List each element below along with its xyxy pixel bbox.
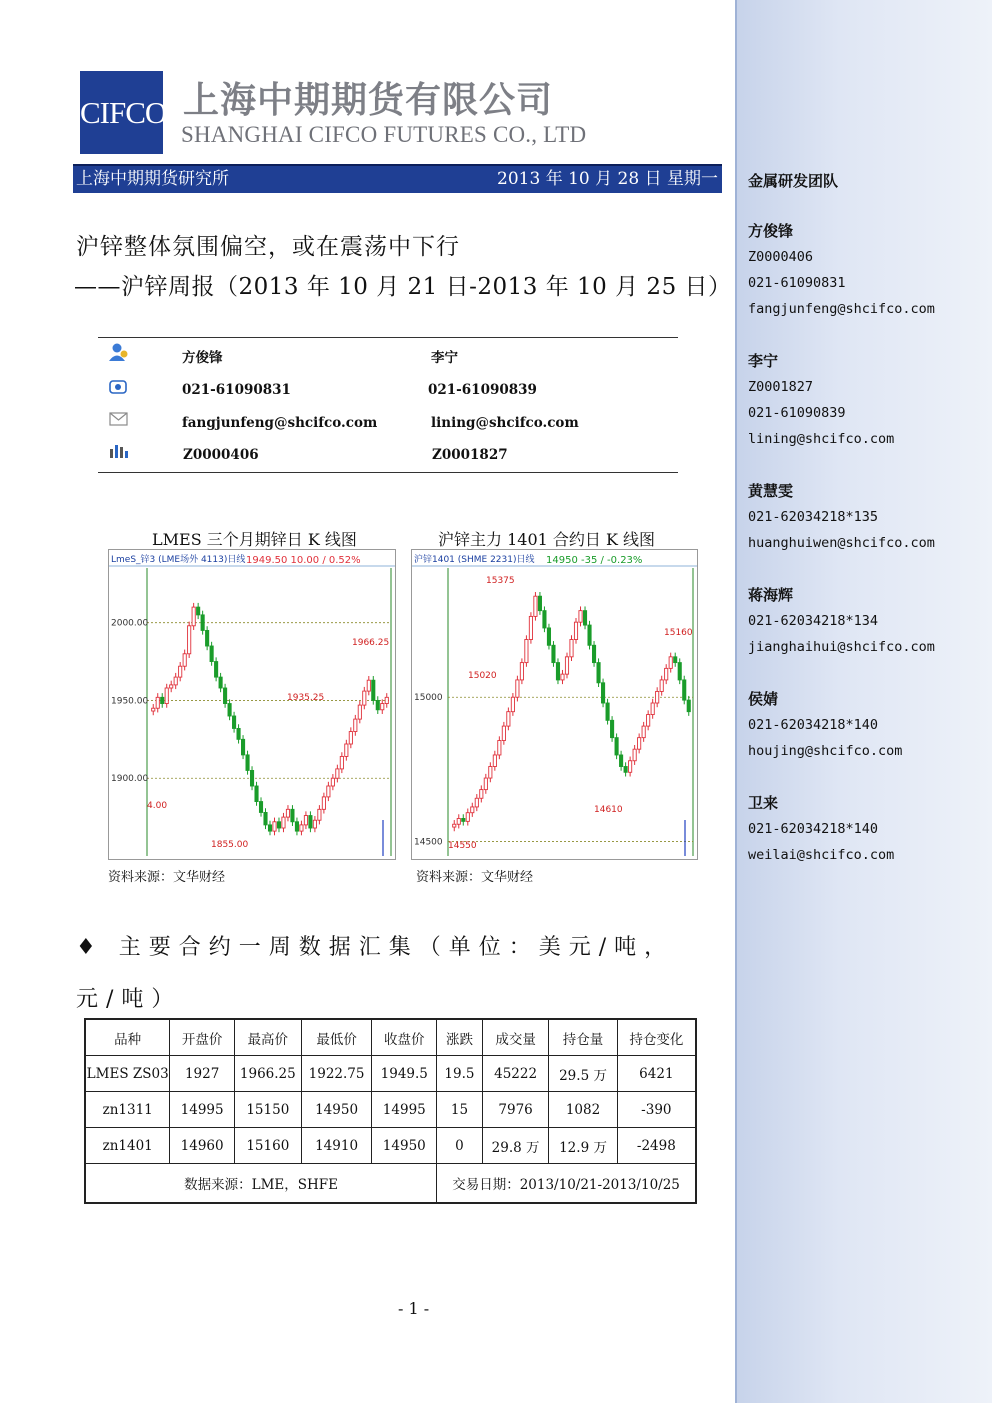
candle-body [183,654,186,666]
member-id: Z0001827 [748,379,814,395]
table-row [85,1128,696,1164]
table-cell: 1922.75 [301,1056,372,1092]
candle-body [538,596,541,610]
candle-body [327,786,330,797]
table-footer-source: 数据来源：LME，SHFE [85,1164,437,1204]
candle-body [489,767,492,779]
candle-body [300,825,303,831]
candle-body [309,816,312,828]
chart-header-label: 沪锌1401 (SHME 2231)日线 [414,555,535,565]
mail-icon [108,410,130,428]
candle-body [647,715,650,727]
candle-body [179,666,182,677]
table-cell: 15 [437,1092,483,1128]
sidebar-member [748,348,894,452]
candle-body [223,688,226,704]
table-cell: 14950 [301,1092,372,1128]
author-contact-block [98,337,678,473]
table-cell: 1966.25 [234,1056,301,1092]
table-cell: 14995 [372,1092,437,1128]
member-phone: 021-62034218*140 [748,821,879,837]
member-email[interactable]: weilai@shcifco.com [748,847,895,863]
chart-title-lme: LMES 三个月期锌日 K 线图 [152,530,357,549]
candle-body [206,630,209,646]
candle-body [502,726,505,740]
report-subtitle: ——沪锌周报（2013 年 10 月 21 日-2013 年 10 月 25 日） [74,274,732,300]
candle-body [282,817,285,828]
author-phone: 021-61090839 [428,382,537,398]
candle-body [588,625,591,645]
candle-body [219,677,222,688]
chart-icon [108,441,130,459]
price-annotation: 15020 [468,671,497,681]
candle-body [215,662,218,678]
table-cell: 1927 [170,1056,235,1092]
candle-body [665,668,668,680]
member-email[interactable]: houjing@shcifco.com [748,743,903,759]
weekly-data-table [84,1018,697,1204]
author-name: 李宁 [431,350,458,366]
member-name: 蒋海辉 [748,586,794,604]
candle-body [471,807,474,813]
candle-body [170,685,173,688]
candle-body [197,607,200,615]
candle-body [165,688,168,704]
candle-body [493,755,496,767]
report-date: 2013 年 10 月 28 日 星期一 [497,169,718,189]
member-phone: 021-62034218*140 [748,717,879,733]
candle-body [295,822,298,831]
sidebar-member [748,686,902,764]
candle-body [291,809,294,821]
header-banner [73,164,722,193]
chart-header-label: LmeS_锌3 (LME场外 4113)日线 [111,555,246,565]
candle-body [475,798,478,807]
candle-body [372,680,375,700]
table-header-cell: 收盘价 [372,1019,437,1056]
candle-body [606,703,609,720]
table-cell: 0 [437,1128,483,1164]
sidebar-member [748,790,894,868]
member-email[interactable]: huanghuiwen@shcifco.com [748,535,935,551]
candle-body [543,611,546,628]
candle-body [547,628,550,645]
table-footer-dates: 交易日期：2013/10/21-2013/10/25 [437,1164,696,1204]
section-title: ♦ 主要合约一周数据汇集（单位：美元/吨，元/吨） [76,935,675,1012]
member-email[interactable]: lining@shcifco.com [748,431,895,447]
price-annotation: 14550 [448,841,477,851]
author-license-id: Z0001827 [432,447,508,463]
candle-body [498,741,501,755]
table-header-cell: 涨跌 [437,1019,483,1056]
table-cell: 15160 [234,1128,301,1164]
candle-body [188,626,191,654]
candle-body [556,663,559,680]
candle-body [152,708,155,711]
member-name: 黄慧雯 [748,482,794,500]
candle-body [331,778,334,786]
table-header-cell: 品种 [85,1019,170,1056]
shfe-kline-chart [411,549,698,860]
candle-body [363,691,366,705]
candle-body [336,769,339,778]
candle-body [466,813,469,822]
candle-body [480,790,483,799]
candle-body [241,739,244,755]
y-tick-label: 1950.00 [111,696,149,707]
candle-body [228,704,231,716]
candle-body [345,744,348,756]
candle-body [660,680,663,692]
candle-body [358,705,361,719]
candle-body [633,749,636,761]
candle-body [534,596,537,616]
candle-body [264,812,267,824]
y-tick-label: 15000 [414,693,443,704]
author-email[interactable]: lining@shcifco.com [431,415,579,431]
candle-body [286,809,289,817]
table-cell: 6421 [617,1056,696,1092]
price-annotation: 4.00 [147,801,168,811]
candle-body [516,680,519,697]
candle-body [669,657,672,669]
table-cell: 14950 [372,1128,437,1164]
candle-body [313,820,316,828]
table-header-cell: 最高价 [234,1019,301,1056]
member-id: Z0000406 [748,249,814,265]
table-cell: zn1401 [85,1128,170,1164]
table-header-cell: 开盘价 [170,1019,235,1056]
candle-body [561,674,564,680]
sidebar-member [748,478,935,556]
candle-body [638,738,641,750]
candle-body [651,703,654,715]
candle-body [683,680,686,700]
candle-body [273,822,276,831]
candle-body [570,640,573,657]
member-phone: 021-61090839 [748,405,846,421]
candle-body [511,697,514,711]
candle-body [192,607,195,626]
price-annotation: 1855.00 [211,840,249,850]
candle-body [268,825,271,831]
price-annotation: 1935.25 [287,693,325,703]
member-name: 卫来 [748,794,779,812]
candle-body [525,640,528,663]
candle-body [156,697,159,708]
candle-body [678,663,681,680]
company-name-cn: 上海中期期货有限公司 [183,80,554,121]
candle-body [385,697,388,703]
candle-body [210,646,213,662]
table-cell: 15150 [234,1092,301,1128]
member-phone: 021-62034218*135 [748,509,879,525]
candle-body [484,778,487,790]
candle-body [462,818,465,821]
member-name: 李宁 [748,352,779,370]
candle-body [161,697,164,703]
table-header-cell: 成交量 [482,1019,549,1056]
chart-header-price: 14950 -35 / -0.23% [546,555,643,566]
candle-body [304,816,307,825]
candle-body [201,615,204,631]
table-cell: 1949.5 [372,1056,437,1092]
team-heading: 金属研发团队 [748,172,839,190]
table-cell: 19.5 [437,1056,483,1092]
candle-body [381,704,384,710]
candle-body [615,738,618,755]
candle-body [574,622,577,639]
author-email[interactable]: fangjunfeng@shcifco.com [182,415,378,431]
candle-body [624,767,627,773]
candle-body [376,700,379,709]
price-annotation: 14610 [594,805,623,815]
member-email[interactable]: fangjunfeng@shcifco.com [748,301,935,317]
candle-body [610,720,613,737]
chart-header-price: 1949.50 10.00 / 0.52% [246,555,361,566]
table-header-row [85,1019,696,1056]
table-header-cell: 最低价 [301,1019,372,1056]
table-cell: 14995 [170,1092,235,1128]
table-cell: 7976 [482,1092,549,1128]
candle-body [642,726,645,738]
company-name-en: SHANGHAI CIFCO FUTURES CO., LTD [181,122,587,147]
table-cell: 29.5 万 [549,1056,617,1092]
table-row [85,1056,696,1092]
author-license-id: Z0000406 [183,447,259,463]
candle-body [592,645,595,662]
candle-body [565,657,568,674]
candle-body [354,719,357,731]
candle-body [629,761,632,773]
candle-body [507,712,510,726]
candle-body [322,797,325,809]
table-cell: LMES ZS03 [85,1056,170,1092]
member-email[interactable]: jianghaihui@shcifco.com [748,639,935,655]
candle-body [457,818,460,824]
member-name: 方俊锋 [748,222,794,240]
author-name: 方俊锋 [182,350,223,366]
table-cell: 14910 [301,1128,372,1164]
candle-body [601,683,604,703]
table-cell: 1082 [549,1092,617,1128]
person-icon [108,342,130,362]
chart-title-shfe: 沪锌主力 1401 合约日 K 线图 [438,530,656,549]
table-row [85,1092,696,1128]
candle-body [453,824,456,827]
price-annotation: 1966.25 [352,638,390,648]
candle-body [579,611,582,623]
member-phone: 021-61090831 [748,275,846,291]
candle-body [259,802,262,813]
y-tick-label: 1900.00 [111,774,149,785]
table-header-cell: 持仓变化 [617,1019,696,1056]
institute-name: 上海中期期货研究所 [76,169,229,189]
candle-body [529,616,532,639]
candle-body [656,691,659,703]
table-cell: 29.8 万 [482,1128,549,1164]
table-cell: zn1311 [85,1092,170,1128]
chart-background [109,550,395,859]
author-phone: 021-61090831 [182,382,291,398]
member-phone: 021-62034218*134 [748,613,879,629]
candle-body [620,755,623,767]
page-number: - 1 - [398,1299,430,1318]
candle-body [174,677,177,685]
candle-body [687,700,690,712]
candle-body [277,822,280,828]
candle-body [250,770,253,786]
sidebar-member [748,582,935,660]
table-cell: -390 [617,1092,696,1128]
table-cell: 14960 [170,1128,235,1164]
candle-body [552,645,555,662]
candle-body [340,756,343,768]
sidebar-member [748,218,935,322]
candle-body [255,786,258,802]
candle-body [246,755,249,771]
chart-source: 资料来源：文华财经 [416,870,534,885]
price-annotation: 15160 [664,628,693,638]
company-logo: CIFCO [80,71,163,154]
candle-body [232,716,235,728]
table-header-cell: 持仓量 [549,1019,617,1056]
phone-icon [108,378,130,396]
candle-body [237,728,240,739]
report-title: 沪锌整体氛围偏空，或在震荡中下行 [76,234,460,260]
price-annotation: 15375 [486,576,515,586]
y-tick-label: 14500 [414,837,443,848]
table-cell: -2498 [617,1128,696,1164]
candle-body [349,732,352,744]
candle-body [583,611,586,625]
candle-body [367,680,370,691]
table-footer-row [85,1164,696,1204]
member-name: 侯婧 [748,690,779,708]
candle-body [674,657,677,663]
candle-body [318,809,321,820]
table-cell: 45222 [482,1056,549,1092]
candle-body [597,663,600,683]
lme-kline-chart [108,549,396,860]
candle-body [520,663,523,680]
y-tick-label: 2000.00 [111,618,149,629]
table-cell: 12.9 万 [549,1128,617,1164]
chart-source: 资料来源：文华财经 [108,870,226,885]
